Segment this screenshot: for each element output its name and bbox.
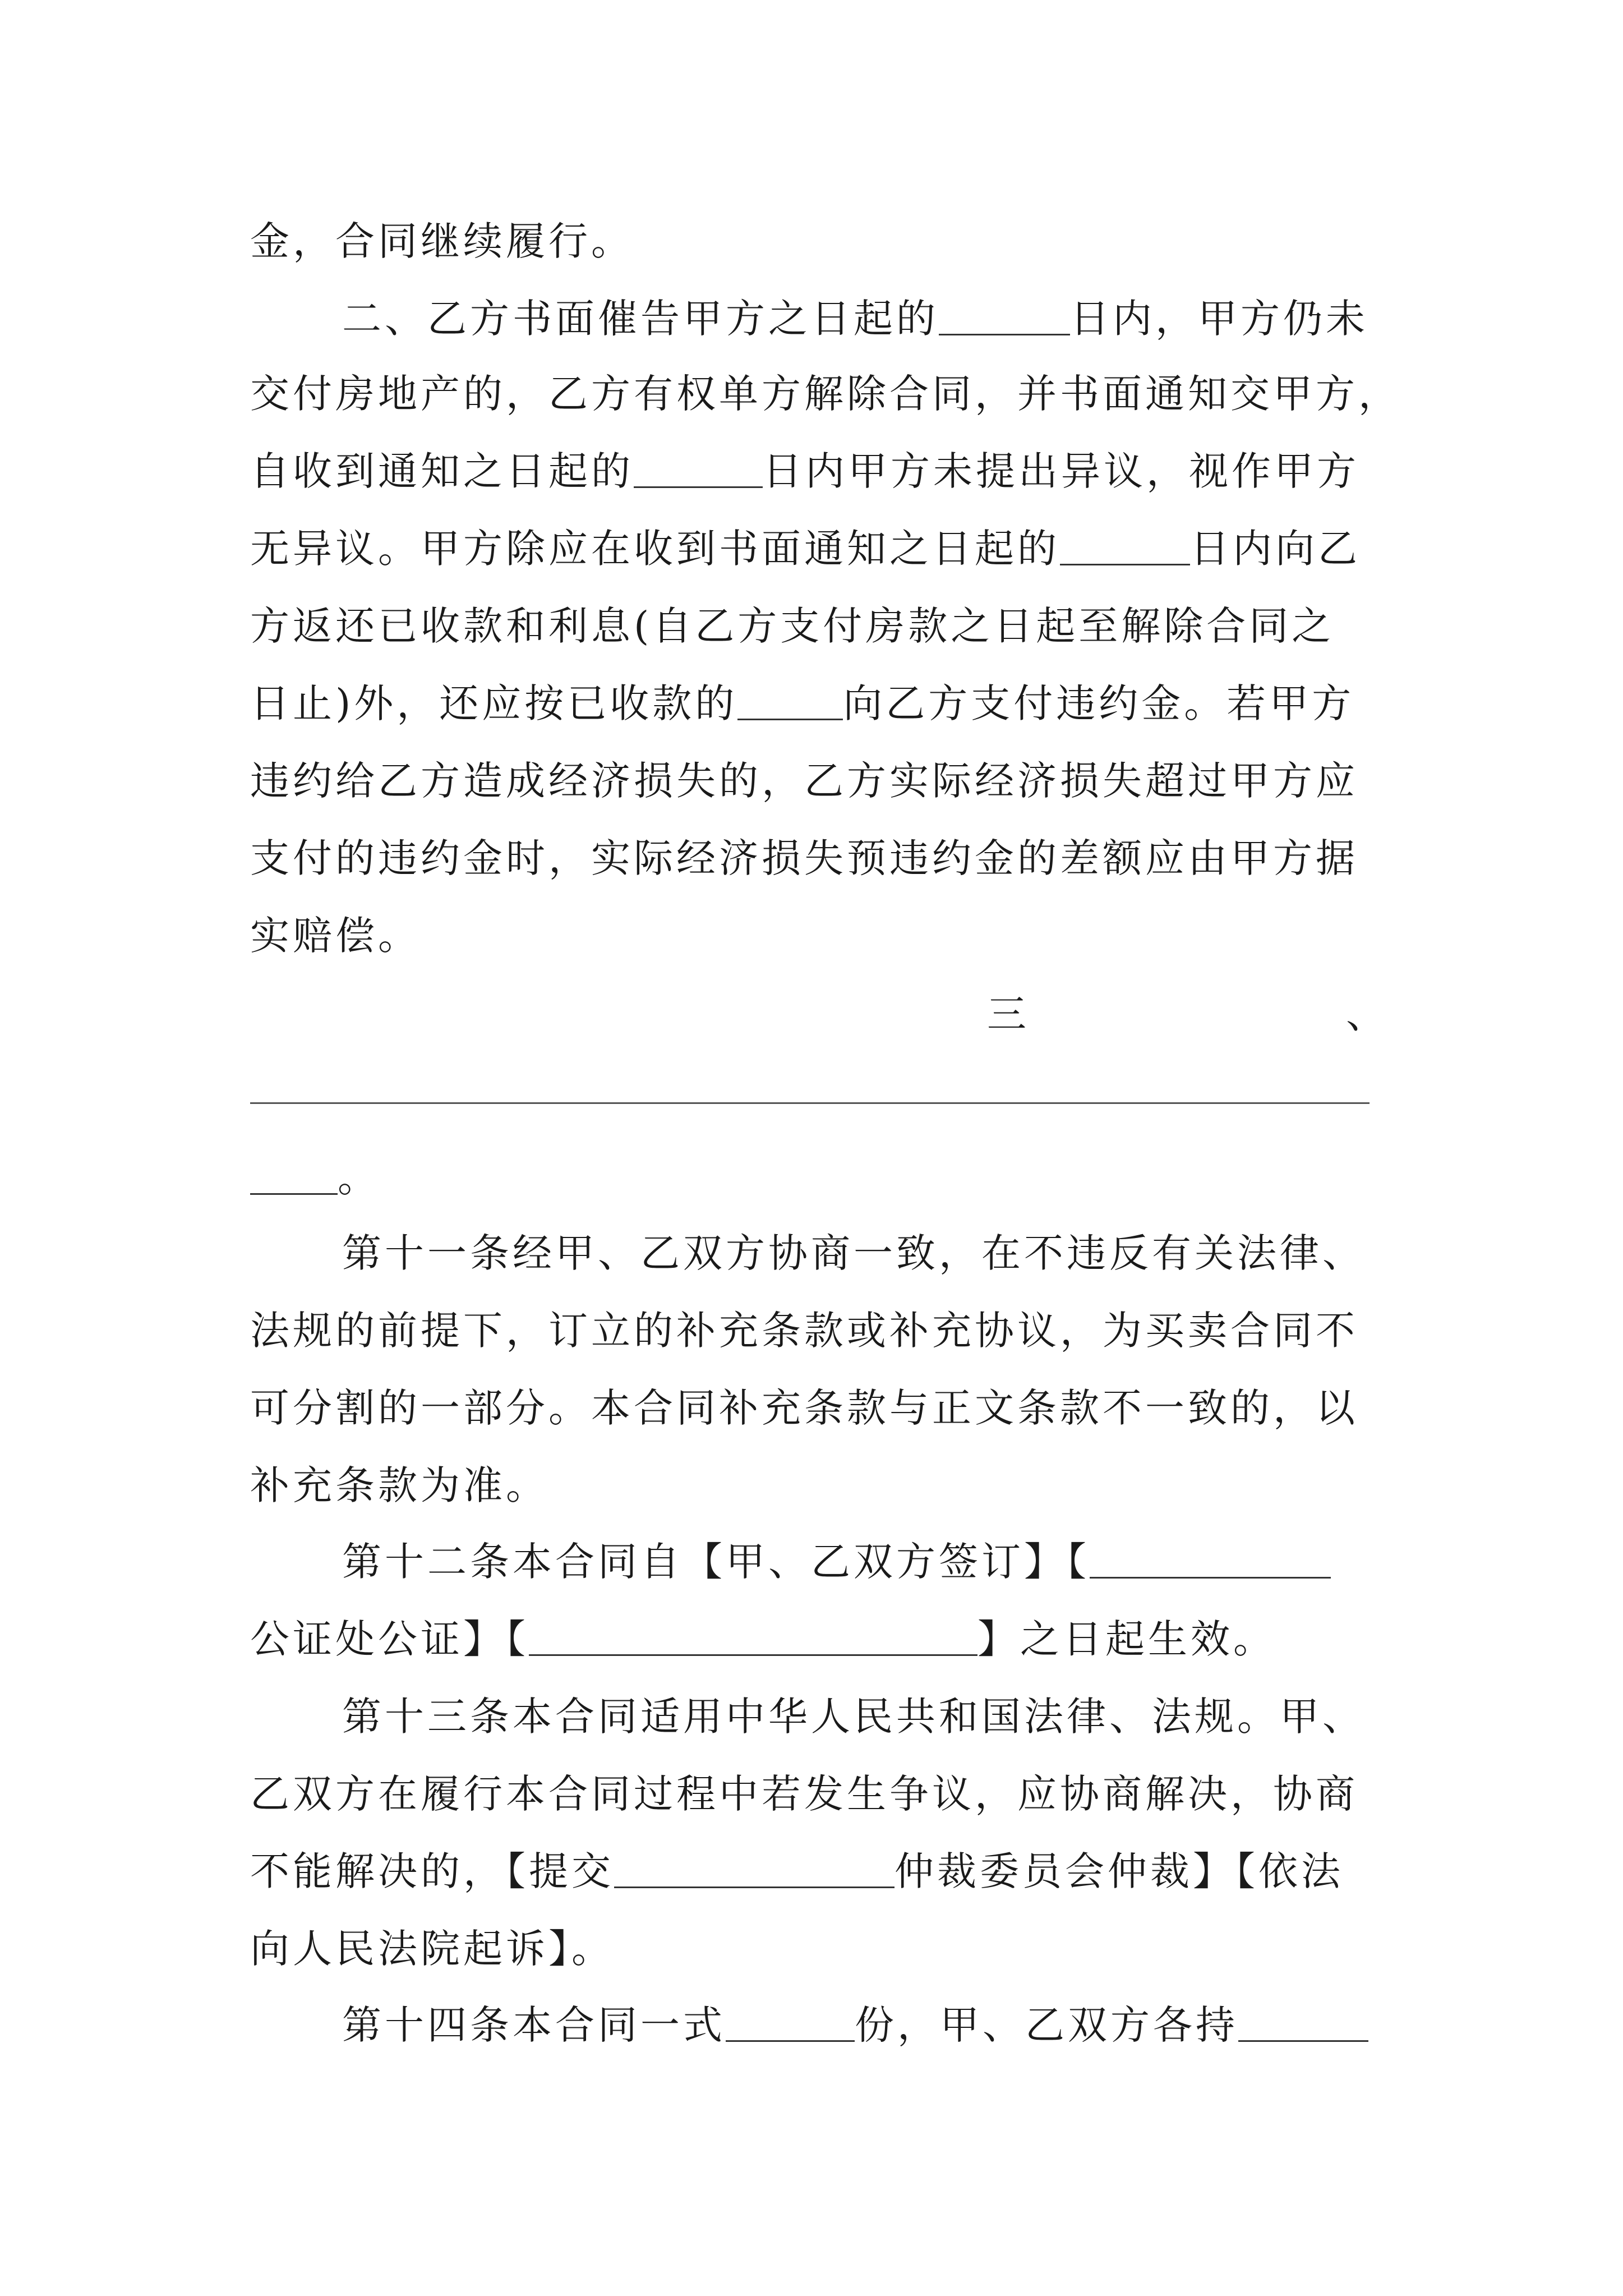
line-10-text: 实赔偿。: [250, 913, 421, 959]
fill-in-blank[interactable]: [1060, 524, 1190, 565]
text-line-5: [250, 515, 1394, 582]
full-width-fill-in-line[interactable]: [250, 1102, 1370, 1104]
line-9-text: 支付的违约金时，实际经济损失预违约金的差额应由甲方据: [250, 835, 1358, 881]
text-line-6: [250, 592, 1394, 660]
line-4-text-b: 日内甲方未提出异议，视作甲方: [763, 448, 1359, 494]
text-line-2: [342, 285, 1394, 352]
text-line-13: [250, 1297, 1394, 1364]
fill-in-blank[interactable]: [1090, 1538, 1331, 1579]
line-14-text: 可分割的一部分。本合同补充条款与正文条款不一致的，以: [250, 1385, 1358, 1431]
text-line-9: [250, 825, 1394, 892]
line-8-text: 违约给乙方造成经济损失的，乙方实际经济损失超过甲方应: [250, 758, 1358, 804]
text-line-1: [250, 208, 1394, 275]
text-line-4: [250, 438, 1394, 505]
fill-in-blank[interactable]: [529, 1615, 978, 1656]
text-line-10: [250, 902, 1394, 969]
text-line-11: [250, 1144, 1394, 1212]
text-line-14: [250, 1374, 1394, 1442]
fill-in-blank[interactable]: [726, 2001, 855, 2042]
text-line-8: [250, 747, 1394, 815]
text-line-20: [250, 1838, 1394, 1905]
section-three-numeral: 三: [987, 991, 1026, 1037]
fill-in-blank[interactable]: [939, 295, 1070, 335]
line-4-text-a: 自收到通知之日起的: [250, 448, 634, 494]
fill-in-blank[interactable]: [634, 447, 763, 488]
line-1-text: 金，合同继续履行。: [250, 218, 634, 264]
line-20-text-a: 不能解决的，【提交: [250, 1848, 614, 1894]
fill-in-blank[interactable]: [250, 1154, 338, 1195]
text-line-18: [342, 1683, 1394, 1750]
text-line-12: [342, 1220, 1394, 1287]
line-7-text-b: 向乙方支付违约金。若甲方: [843, 680, 1355, 726]
line-15-text: 补充条款为准。: [250, 1462, 548, 1508]
line-17-text-a: 公证处公证】【: [250, 1616, 529, 1662]
line-13-text: 法规的前提下，订立的补充条款或补充协议，为买卖合同不: [250, 1308, 1358, 1354]
line-6-text: 方返还已收款和利息(自乙方支付房款之日起至解除合同之: [250, 603, 1335, 649]
line-3-text: 交付房地产的，乙方有权单方解除合同，并书面通知交甲方，: [250, 371, 1401, 417]
text-line-22: [342, 1991, 1394, 2059]
text-line-19: [250, 1760, 1394, 1828]
text-line-7: [250, 670, 1394, 737]
article-13-heading: 第十三条本合同适用中华人民共和国法律、法规。甲、: [342, 1694, 1365, 1740]
line-19-text: 乙双方在履行本合同过程中若发生争议，应协商解决，协商: [250, 1771, 1358, 1817]
line-21-text: 向人民法院起诉】。: [250, 1926, 614, 1972]
line-7-text-a: 日止)外，还应按已收款的: [250, 680, 738, 726]
text-line-16: [342, 1528, 1394, 1595]
line-2-text-b: 日内，甲方仍未: [1070, 296, 1368, 342]
article-12-heading: 第十二条本合同自【甲、乙双方签订】【: [342, 1539, 1090, 1585]
line-11-period: 。: [338, 1155, 380, 1201]
line-22-text-b: 份，甲、乙双方各持: [855, 2002, 1238, 2048]
section-three-comma: 、: [1346, 991, 1385, 1037]
line-17-text-b: 】之日起生效。: [978, 1616, 1276, 1662]
fill-in-blank[interactable]: [737, 679, 843, 720]
text-line-21: [250, 1915, 1394, 1982]
article-14-heading: 第十四条本合同一式: [342, 2002, 726, 2048]
fill-in-blank[interactable]: [614, 1847, 895, 1888]
line-2-text-a: 二、乙方书面催告甲方之日起的: [342, 296, 939, 342]
line-5-text-b: 日内向乙: [1190, 526, 1361, 572]
article-11-heading: 第十一条经甲、乙双方协商一致，在不违反有关法律、: [342, 1230, 1365, 1276]
fill-in-blank[interactable]: [1238, 2001, 1368, 2042]
text-line-3: [250, 360, 1401, 427]
text-line-15: [250, 1452, 1394, 1519]
line-5-text-a: 无异议。甲方除应在收到书面通知之日起的: [250, 526, 1060, 572]
line-20-text-b: 仲裁委员会仲裁】【依法: [895, 1848, 1344, 1894]
text-line-17: [250, 1605, 1394, 1673]
